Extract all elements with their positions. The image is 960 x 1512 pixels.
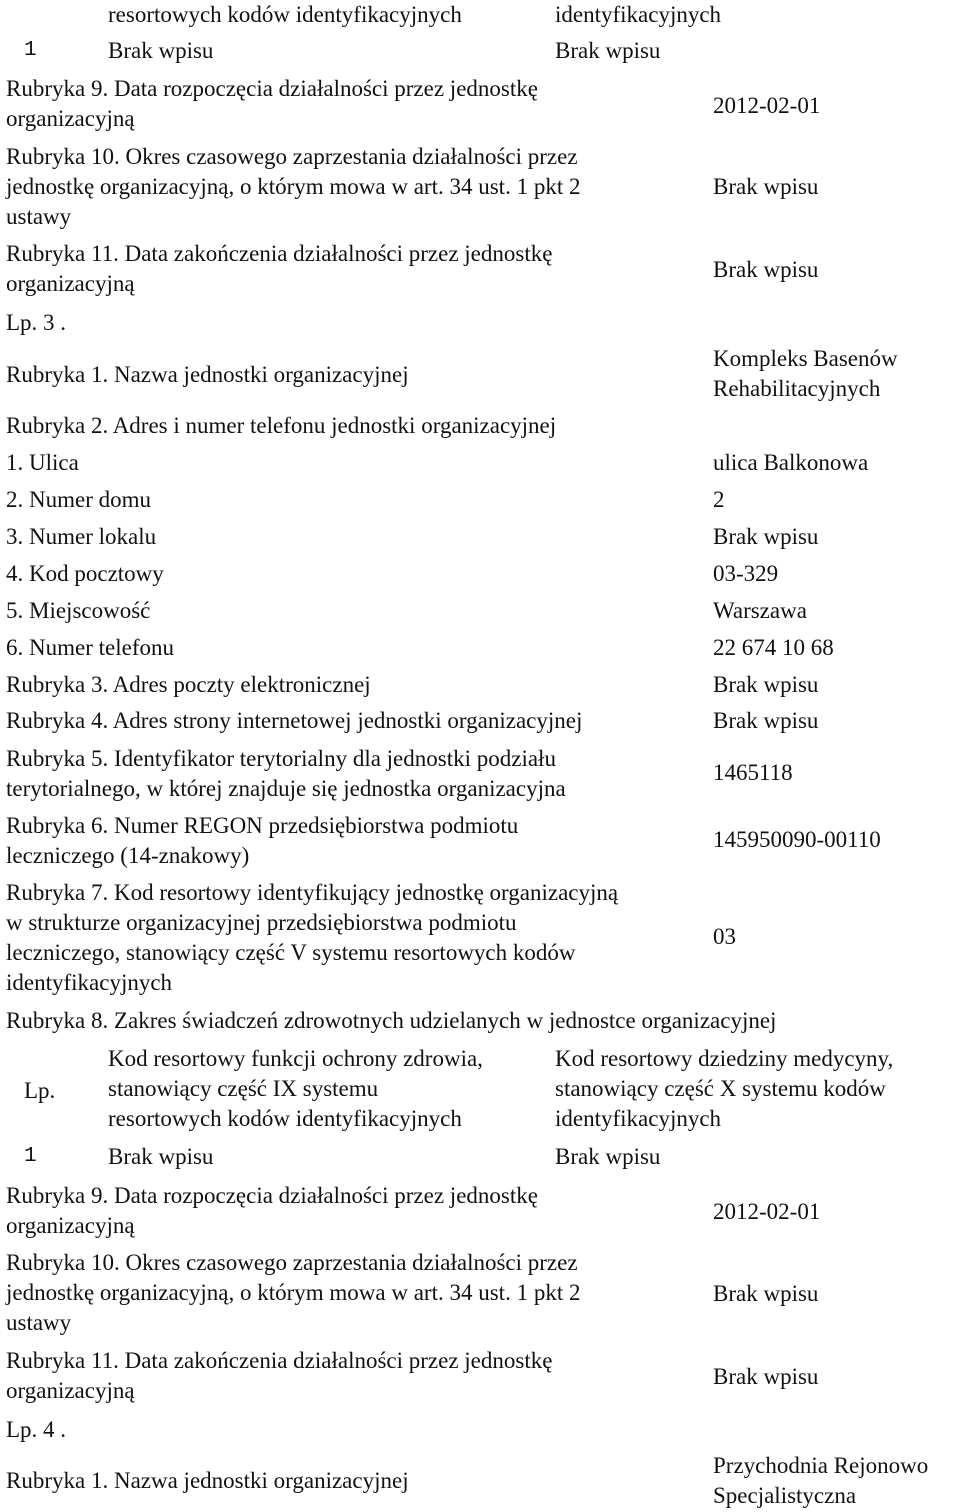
lp3-r6-label-2: leczniczego (14-znakowy): [6, 843, 250, 868]
lp3-r2-label: Rubryka 2. Adres i numer telefonu jednostki organizacyjnej: [6, 413, 557, 438]
lp4-header: Lp. 4 .: [6, 1417, 67, 1442]
address-value-numer-domu: 2: [713, 487, 725, 512]
lp3-r10-label-1: Rubryka 10. Okres czasowego zaprzestania działalności przez: [6, 1250, 578, 1275]
lp3-header: Lp. 3 .: [6, 310, 67, 335]
lp3-r5-label-2: terytorialnego, w której znajduje się jednostka organizacyjna: [6, 776, 566, 801]
lp3-r5-label-1: Rubryka 5. Identyfikator terytorialny dla jednostki podziału: [6, 746, 556, 771]
table-row-col2: Brak wpisu: [108, 1144, 214, 1169]
address-value-ulica: ulica Balkonowa: [713, 450, 869, 475]
address-label-numer-lokalu: 3. Numer lokalu: [6, 524, 157, 549]
a-r10-label-1: Rubryka 10. Okres czasowego zaprzestania działalności przez: [6, 144, 578, 169]
range1-row-col3: Brak wpisu: [555, 38, 661, 63]
lp3-r1-value-1: Kompleks Basenów: [713, 346, 898, 371]
table-header-col2-3: resortowych kodów identyfikacyjnych: [108, 1106, 462, 1131]
lp3-r10-label-2: jednostkę organizacyjną, o którym mowa w art. 34 ust. 1 pkt 2: [6, 1280, 581, 1305]
a-r10-label-2: jednostkę organizacyjną, o którym mowa w art. 34 ust. 1 pkt 2: [6, 174, 581, 199]
lp3-r3-value: Brak wpisu: [713, 672, 819, 697]
lp4-r1-value-2: Specjalistyczna: [713, 1483, 857, 1508]
a-r10-value: Brak wpisu: [713, 174, 819, 199]
lp3-r9-label-1: Rubryka 9. Data rozpoczęcia działalności przez jednostkę: [6, 1183, 538, 1208]
a-r11-label-2: organizacyjną: [6, 271, 135, 296]
lp3-r7-label-4: identyfikacyjnych: [6, 970, 173, 995]
address-label-kod-pocztowy: 4. Kod pocztowy: [6, 561, 164, 586]
lp3-r6-label-1: Rubryka 6. Numer REGON przedsiębiorstwa podmiotu: [6, 813, 519, 838]
address-label-ulica: 1. Ulica: [6, 450, 79, 475]
lp3-r4-value: Brak wpisu: [713, 708, 819, 733]
top-row-col2: resortowych kodów identyfikacyjnych: [108, 2, 462, 27]
lp3-r5-value: 1465118: [713, 760, 793, 785]
table-header-col3-1: Kod resortowy dziedziny medycyny,: [555, 1046, 894, 1071]
table-row-lp: 1: [24, 1145, 37, 1168]
a-r9-value: 2012-02-01: [713, 93, 821, 118]
lp3-r11-value: Brak wpisu: [713, 1364, 819, 1389]
lp3-r11-label-2: organizacyjną: [6, 1378, 135, 1403]
address-label-numer-telefonu: 6. Numer telefonu: [6, 635, 174, 660]
range1-row-col2: Brak wpisu: [108, 38, 214, 63]
lp3-r1-value-2: Rehabilitacyjnych: [713, 376, 881, 401]
table-header-col2-1: Kod resortowy funkcji ochrony zdrowia,: [108, 1046, 483, 1071]
lp3-r7-label-3: leczniczego, stanowiący część V systemu resortowych kodów: [6, 940, 576, 965]
top-row-col3: identyfikacyjnych: [555, 2, 722, 27]
address-label-numer-domu: 2. Numer domu: [6, 487, 152, 512]
lp3-r7-value: 03: [713, 924, 736, 949]
lp3-r9-value: 2012-02-01: [713, 1199, 821, 1224]
lp3-r7-label-1: Rubryka 7. Kod resortowy identyfikujący jednostkę organizacyjną: [6, 880, 619, 905]
range1-row-lp: 1: [24, 39, 37, 62]
address-value-numer-telefonu: 22 674 10 68: [713, 635, 834, 660]
lp3-r10-value: Brak wpisu: [713, 1281, 819, 1306]
lp4-r1-label: Rubryka 1. Nazwa jednostki organizacyjnej: [6, 1468, 409, 1493]
lp3-r6-value: 145950090-00110: [713, 827, 881, 852]
lp4-r1-value-1: Przychodnia Rejonowo: [713, 1453, 929, 1478]
table-header-lp: Lp.: [24, 1078, 56, 1103]
lp3-r1-label: Rubryka 1. Nazwa jednostki organizacyjnej: [6, 362, 409, 387]
address-label-miejscowosc: 5. Miejscowość: [6, 598, 151, 623]
address-value-miejscowosc: Warszawa: [713, 598, 807, 623]
a-r11-label-1: Rubryka 11. Data zakończenia działalności przez jednostkę: [6, 241, 553, 266]
a-r10-label-3: ustawy: [6, 204, 72, 229]
address-value-kod-pocztowy: 03-329: [713, 561, 779, 586]
table-row-col3: Brak wpisu: [555, 1144, 661, 1169]
a-r11-value: Brak wpisu: [713, 257, 819, 282]
lp3-r7-label-2: w strukturze organizacyjnej przedsiębiorstwa podmiotu: [6, 910, 517, 935]
lp3-r4-label: Rubryka 4. Adres strony internetowej jednostki organizacyjnej: [6, 708, 583, 733]
a-r9-label-2: organizacyjną: [6, 106, 135, 131]
lp3-r9-label-2: organizacyjną: [6, 1213, 135, 1238]
lp3-r10-label-3: ustawy: [6, 1310, 72, 1335]
lp3-r8-label: Rubryka 8. Zakres świadczeń zdrowotnych udzielanych w jednostce organizacyjnej: [6, 1008, 777, 1033]
lp3-r11-label-1: Rubryka 11. Data zakończenia działalności przez jednostkę: [6, 1348, 553, 1373]
lp3-r3-label: Rubryka 3. Adres poczty elektronicznej: [6, 672, 371, 697]
a-r9-label-1: Rubryka 9. Data rozpoczęcia działalności przez jednostkę: [6, 76, 538, 101]
table-header-col3-3: identyfikacyjnych: [555, 1106, 722, 1131]
table-header-col2-2: stanowiący część IX systemu: [108, 1076, 379, 1101]
address-value-numer-lokalu: Brak wpisu: [713, 524, 819, 549]
table-header-col3-2: stanowiący część X systemu kodów: [555, 1076, 886, 1101]
